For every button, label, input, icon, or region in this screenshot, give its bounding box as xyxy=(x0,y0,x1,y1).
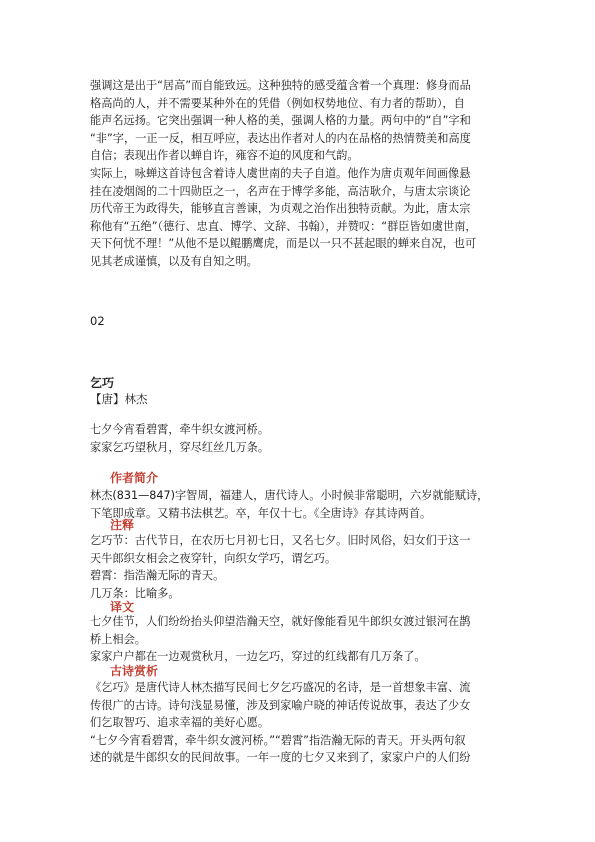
text-line: 述的就是牛郎织女的民间故事。一年一度的七夕又来到了，家家户户的人们纷 xyxy=(90,751,471,765)
text-line: 下笔即成章。又精书法棋艺。卒，年仅十七。《全唐诗》存其诗两首。 xyxy=(90,506,432,520)
text-line: “非”字，一正一反，相互呼应，表达出作者对人的内在品格的热情赞美和高度 xyxy=(90,131,471,145)
text-line: 天下何忧不理！”从他不是以鲲鹏鹰虎，而是以一只不甚起眼的蝉来自况，也可 xyxy=(90,237,477,251)
text-line: 能声名远扬。它突出强调一种人格的美，强调人格的力量。两句中的“自”字和 xyxy=(90,114,471,128)
text-line: 实际上，咏蝉这首诗包含着诗人虞世南的夫子自道。他作为唐贞观年间画像悬 xyxy=(90,166,471,180)
intro-paragraph xyxy=(90,77,477,271)
note-line: 几万条：比喻多。 xyxy=(90,586,180,600)
poem-title: 乞巧 xyxy=(90,376,115,390)
text-line: 家家户户都在一边观赏秋月，一边乞巧，穿过的红线都有几万条了。 xyxy=(90,650,426,664)
text-line: 挂在凌烟阁的二十四勋臣之一，名声在于博学多能，高洁耿介，与唐太宗谈论 xyxy=(90,184,471,198)
text-line: “七夕今宵看碧霄，牵牛织女渡河桥。”“碧霄”指浩瀚无际的青天。开头两句叙 xyxy=(90,733,466,747)
note-line: 乞巧节：古代节日，在农历七月初七日，又名七夕。旧时风俗，妇女们于这一 xyxy=(90,534,471,547)
note-line: 碧霄：指浩瀚无际的青天。 xyxy=(90,569,225,583)
text-line: 称他有“五绝”（德行、忠直、博学、文辞、书翰），并赞叹：“群臣皆如虞世南， xyxy=(90,219,477,233)
text-line: 见其老成谨慎，以及有自知之明。 xyxy=(90,254,258,268)
author-intro-text xyxy=(90,487,488,522)
poem-text xyxy=(90,421,269,456)
author-intro-heading: 作者简介 xyxy=(110,471,159,485)
text-line: 历代帝王为政得失，能够直言善谏，为贞观之治作出独特贡献。为此，唐太宗 xyxy=(90,202,471,216)
section-number: 02 xyxy=(90,314,105,328)
translation-heading: 译文 xyxy=(110,600,135,614)
note-line: 天牛郎织女相会之夜穿针，向织女学巧，谓乞巧。 xyxy=(90,551,337,565)
text-line: 们乞取智巧、追求幸福的美好心愿。 xyxy=(90,716,270,730)
text-line: 《乞巧》是唐代诗人林杰描写民间七夕乞巧盛况的名诗，是一首想象丰富、流 xyxy=(90,681,471,694)
text-line: 传很广的古诗。诗句浅显易懂，涉及到家喻户晓的神话传说故事，表达了少女 xyxy=(90,698,471,712)
poem-line: 家家乞巧望秋月，穿尽红丝几万条。 xyxy=(90,440,270,454)
text-line: 林杰(831—847)字智周，福建人，唐代诗人。小时候非常聪明，六岁就能赋诗， xyxy=(90,489,489,502)
notes-text xyxy=(90,532,470,602)
poem-author: 【唐】林杰 xyxy=(90,392,148,406)
text-line: 七夕佳节，人们纷纷抬头仰望浩瀚天空，就好像能看见牛郎织女渡过银河在鹊 xyxy=(90,615,471,628)
text-line: 格高尚的人，并不需要某种外在的凭借（例如权势地位、有力者的帮助），自 xyxy=(90,96,465,110)
text-line: 自信；表现出作者以蝉自许，雍容不迫的风度和气韵。 xyxy=(90,149,359,163)
text-line: 桥上相会。 xyxy=(90,632,146,646)
text-line: 强调这是出于“居高”而自能致远。这种独特的感受蕴含着一个真理：修身而品 xyxy=(90,79,471,92)
poem-line: 七夕今宵看碧霄，牵牛织女渡河桥。 xyxy=(90,423,270,436)
notes-heading: 注释 xyxy=(110,518,135,532)
appreciation-text xyxy=(90,679,470,767)
translation-text xyxy=(90,613,470,666)
appreciation-heading: 古诗赏析 xyxy=(110,664,159,678)
